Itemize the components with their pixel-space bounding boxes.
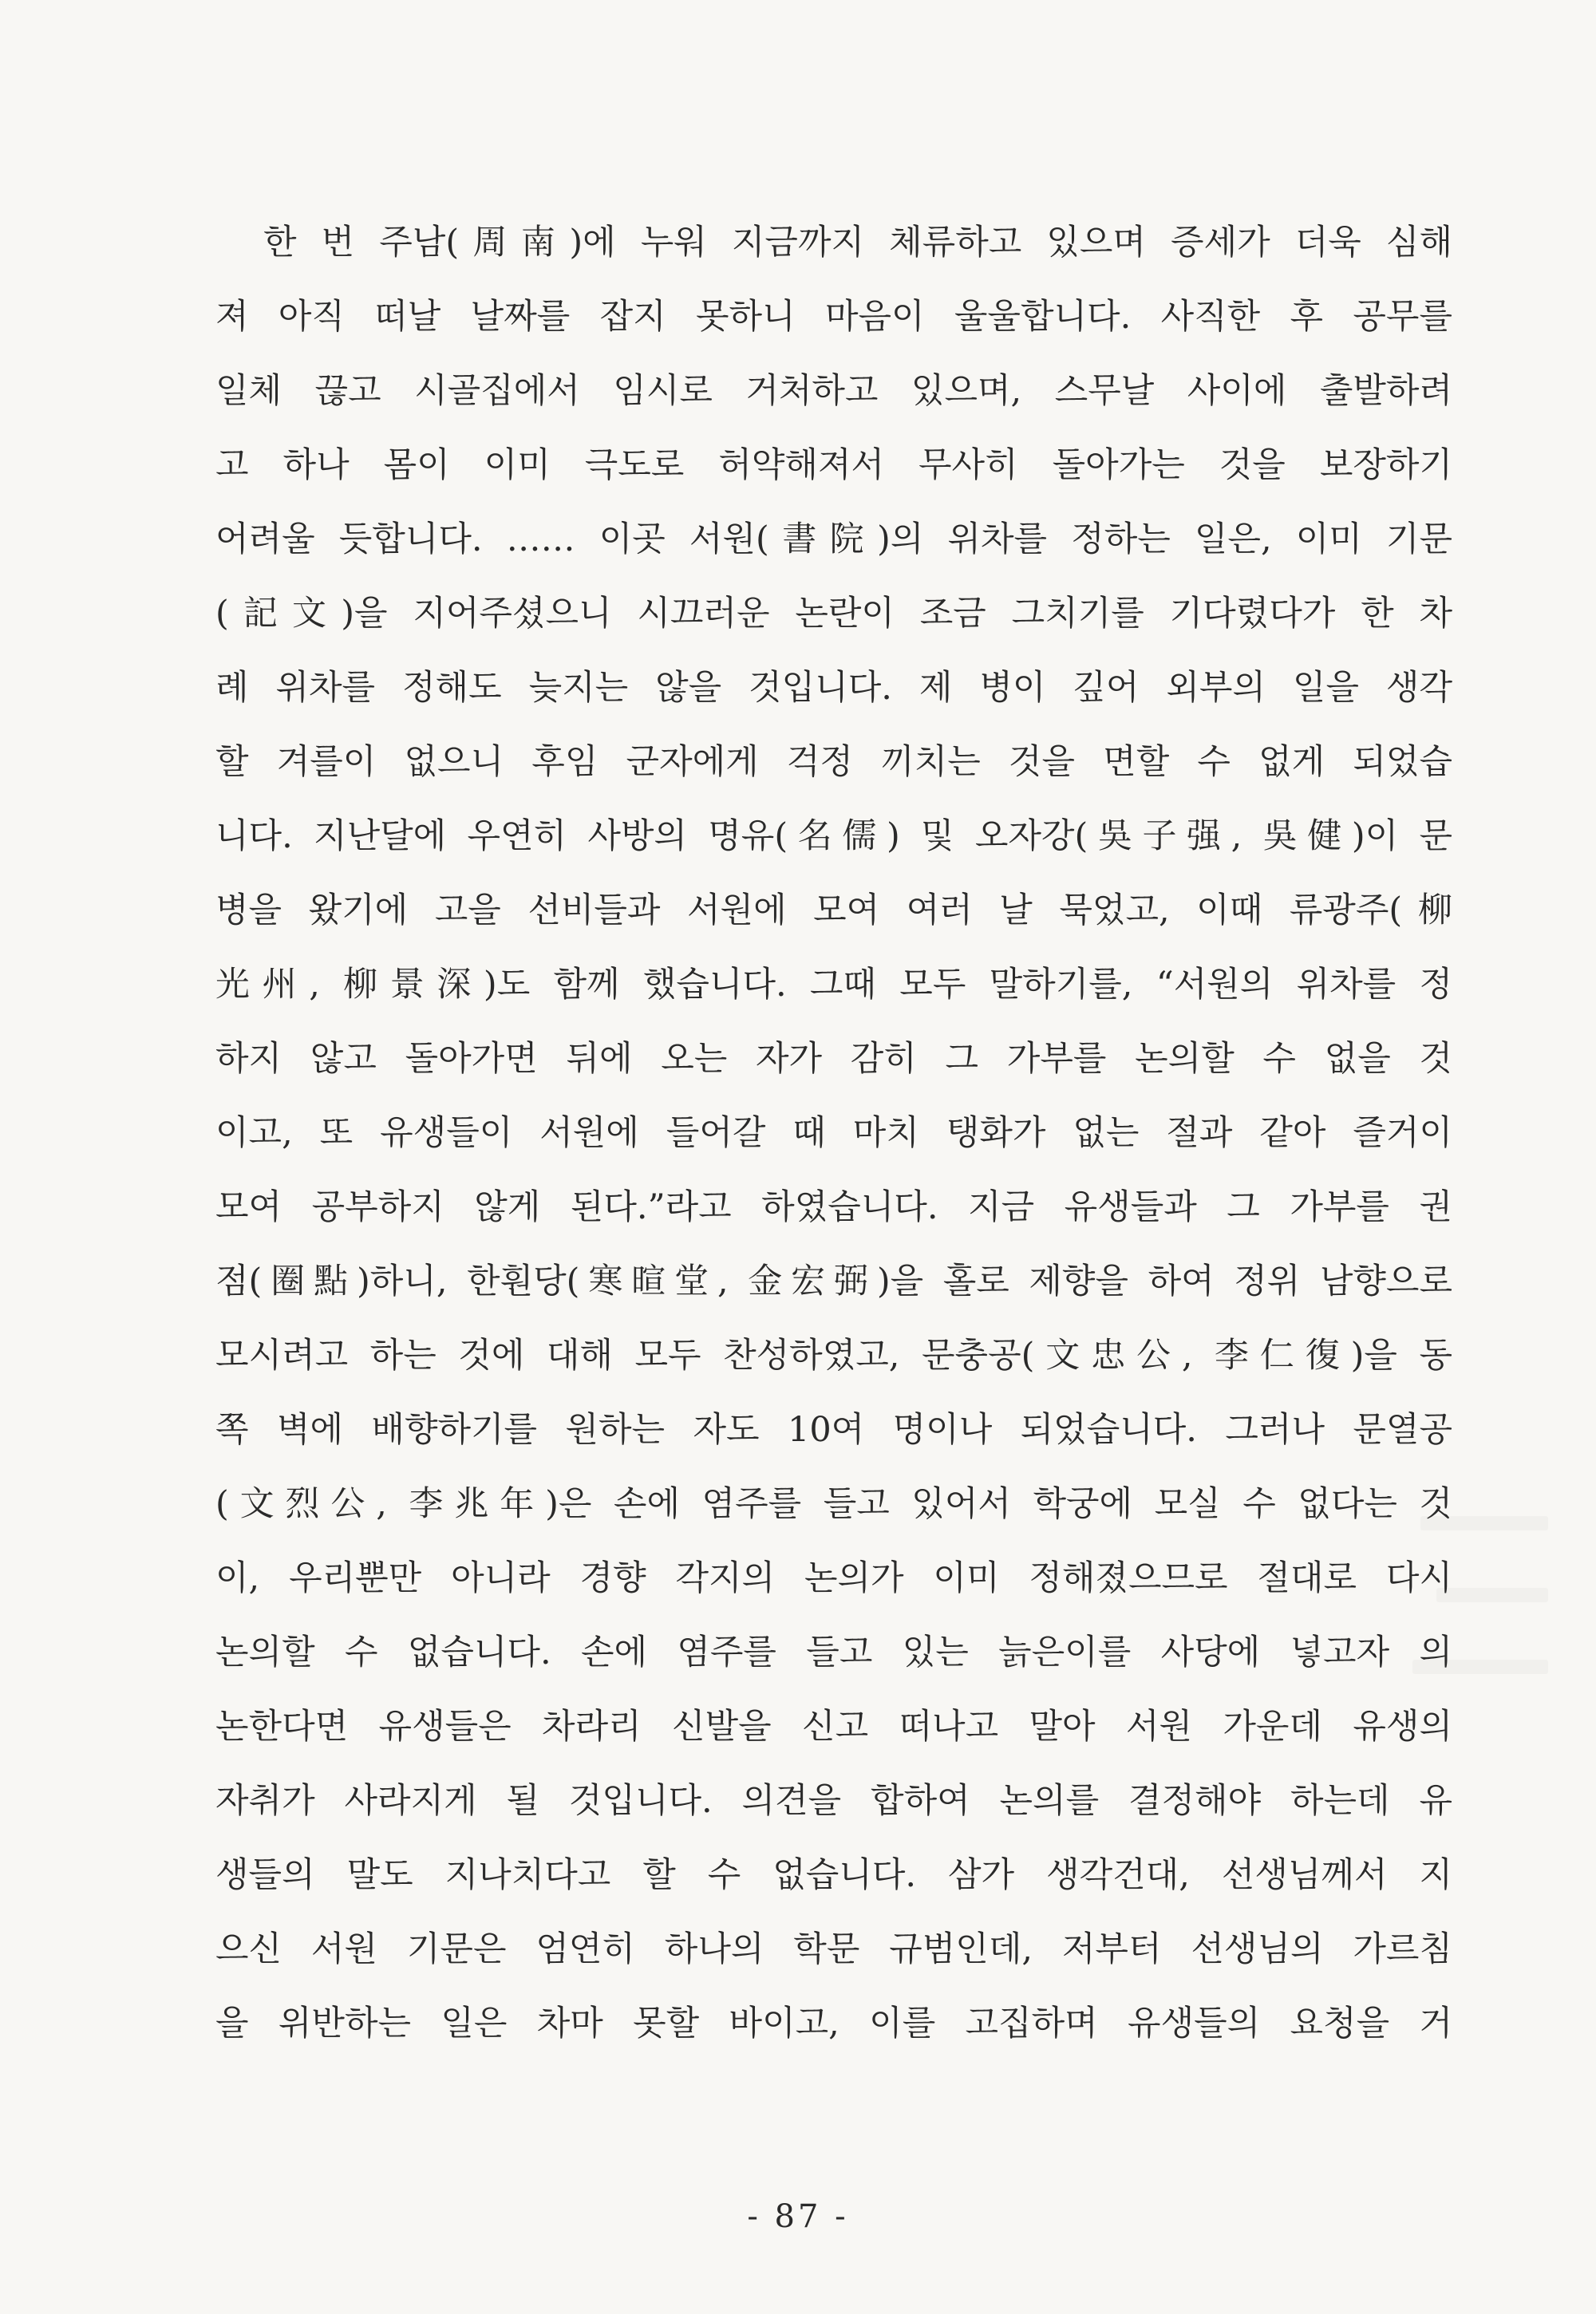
scan-artifact [1436, 1588, 1548, 1602]
text-line: 논한다면 유생들은 차라리 신발을 신고 떠나고 말아 서원 가운데 유생의 [215, 1707, 1452, 1747]
text-line: (文烈公, 李兆年)은 손에 염주를 들고 있어서 학궁에 모실 수 없다는 것 [215, 1484, 1452, 1524]
text-line: 병을 왔기에 고을 선비들과 서원에 모여 여러 날 묵었고, 이때 류광주(柳 [215, 890, 1452, 930]
text-line: 논의할 수 없습니다. 손에 염주를 들고 있는 늙은이를 사당에 넣고자 의 [215, 1633, 1452, 1672]
text-line: 점(圈點)하니, 한훤당(寒暄堂, 金宏弼)을 홀로 제향을 하여 정위 남향으로 [215, 1262, 1452, 1301]
body-text [215, 206, 1452, 2061]
text-line: 져 아직 떠날 날짜를 잡지 못하니 마음이 울울합니다. 사직한 후 공무를 [215, 297, 1452, 337]
text-line: 쪽 벽에 배향하기를 원하는 자도 10여 명이나 되었습니다. 그러나 문열공 [215, 1410, 1452, 1450]
text-line: 모시려고 하는 것에 대해 모두 찬성하였고, 문충공(文忠公, 李仁復)을 동 [215, 1336, 1452, 1376]
text-line: 생들의 말도 지나치다고 할 수 없습니다. 삼가 생각건대, 선생님께서 지 [215, 1855, 1452, 1895]
text-line: 자취가 사라지게 될 것입니다. 의견을 합하여 논의를 결정해야 하는데 유 [215, 1781, 1452, 1821]
text-line: 이고, 또 유생들이 서원에 들어갈 때 마치 탱화가 없는 절과 같아 즐거이 [215, 1113, 1452, 1153]
text-line: 한 번 주남(周南)에 누워 지금까지 체류하고 있으며 증세가 더욱 심해 [263, 223, 1452, 263]
text-line: 하지 않고 돌아가면 뒤에 오는 자가 감히 그 가부를 논의할 수 없을 것 [215, 1039, 1452, 1079]
text-line: 니다. 지난달에 우연히 사방의 명유(名儒) 및 오자강(吳子强, 吳健)이 문 [215, 816, 1452, 856]
text-line: 光州, 柳景深)도 함께 했습니다. 그때 모두 말하기를, “서원의 위차를 정 [215, 965, 1452, 1005]
text-line: 고 하나 몸이 이미 극도로 허약해져서 무사히 돌아가는 것을 보장하기 [215, 445, 1452, 485]
text-line: 례 위차를 정해도 늦지는 않을 것입니다. 제 병이 깊어 외부의 일을 생각 [215, 668, 1452, 708]
text-line: 일체 끊고 시골집에서 임시로 거처하고 있으며, 스무날 사이에 출발하려 [215, 371, 1452, 411]
text-line: 어려울 듯합니다. …… 이곳 서원(書院)의 위차를 정하는 일은, 이미 기문 [215, 519, 1452, 559]
page-number: - 87 - [747, 2198, 849, 2235]
text-line: 모여 공부하지 않게 된다.”라고 하였습니다. 지금 유생들과 그 가부를 권 [215, 1187, 1452, 1227]
text-line: 을 위반하는 일은 차마 못할 바이고, 이를 고집하며 유생들의 요청을 거 [215, 2004, 1452, 2044]
text-line: 이, 우리뿐만 아니라 경향 각지의 논의가 이미 정해졌으므로 절대로 다시 [215, 1558, 1452, 1598]
text-line: (記文)을 지어주셨으니 시끄러운 논란이 조금 그치기를 기다렸다가 한 차 [215, 594, 1452, 634]
text-line: 할 겨를이 없으니 후임 군자에게 걱정 끼치는 것을 면할 수 없게 되었습 [215, 742, 1452, 782]
text-line: 으신 서원 기문은 엄연히 하나의 학문 규범인데, 저부터 선생님의 가르침 [215, 1929, 1452, 1969]
